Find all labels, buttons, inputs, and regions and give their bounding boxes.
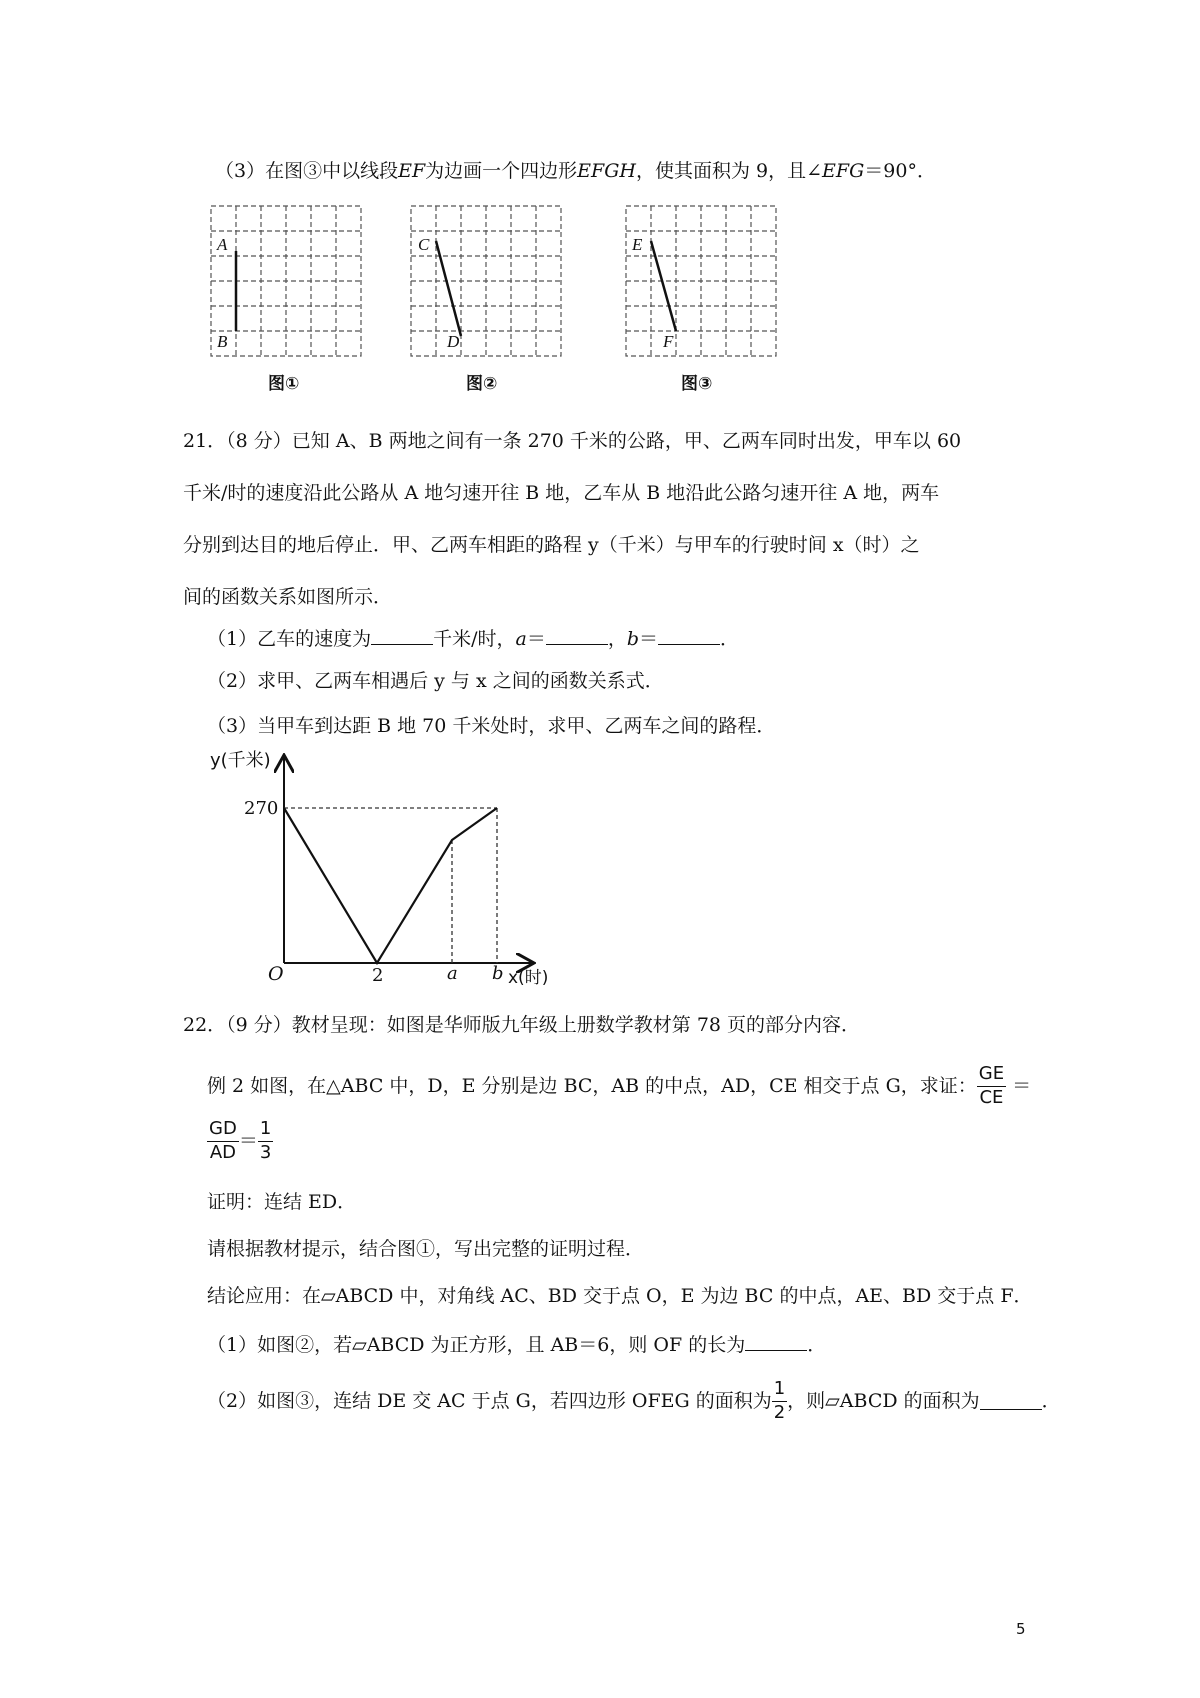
q22-part2: （2）如图③，连结 DE 交 AC 于点 G，若四边形 OFEG 的面积为 $\frac{1}{2}$ ，则▱ABCD 的面积为 ． <box>207 1378 1061 1423</box>
q22-part1: （1）如图②，若▱ABCD 为正方形，且 AB＝6，则 OF 的长为 ． <box>207 1334 827 1356</box>
grid-2-svg <box>410 205 580 361</box>
fraction-ge-ce: $\frac{GE}{CE}$ <box>978 1063 1005 1108</box>
point-b-label: B <box>217 332 228 351</box>
q22-application: 结论应用：在▱ABCD 中，对角线 AC、BD 交于点 O，E 为边 BC 的中点，AE、BD 交于点 F． <box>207 1285 1033 1307</box>
graph-svg <box>200 745 560 995</box>
fraction-one-third: $\frac{1}{3}$ <box>259 1118 272 1163</box>
answer-blank-area[interactable] <box>980 1393 1042 1410</box>
q21-line4: 间的函数关系如图所示． <box>183 586 393 608</box>
point-d-label: D <box>447 332 460 351</box>
q21-part1: （1）乙车的速度为 千米/时，a＝ ，b＝ ． <box>207 628 740 650</box>
grid-1-svg <box>210 205 380 361</box>
x-axis-label: x(时) <box>508 968 549 988</box>
fraction-gd-ad: $\frac{GD}{AD}$ <box>209 1118 237 1163</box>
grid-1-label: 图① <box>268 374 300 394</box>
q20-part3: （3）在图③中以线段EF为边画一个四边形EFGH，使其面积为 9，且∠EFG＝90°． <box>215 160 936 182</box>
point-a-label: A <box>217 235 228 254</box>
point-f-label: F <box>663 332 674 351</box>
answer-blank-speed[interactable] <box>371 628 433 645</box>
q22-example-cont: $\frac{GD}{AD}$ ＝ $\frac{1}{3}$ <box>209 1118 272 1163</box>
segment-ef <box>651 241 676 331</box>
q21-line3: 分别到达目的地后停止．甲、乙两车相距的路程 y（千米）与甲车的行驶时间 x（时）之 <box>183 534 920 556</box>
point-e-label: E <box>632 235 643 254</box>
q22-example: 例 2 如图，在△ABC 中，D，E 分别是边 BC，AB 的中点，AD，CE 相交于点 G，求证： $\frac{GE}{CE}$ ＝ <box>207 1063 1032 1108</box>
q22-proof: 证明：连结 ED． <box>207 1191 357 1213</box>
answer-blank-b[interactable] <box>658 628 720 645</box>
distance-curve <box>284 808 497 963</box>
x-tick-2: 2 <box>372 965 384 986</box>
q22-request: 请根据教材提示，结合图①，写出完整的证明过程． <box>207 1238 645 1260</box>
origin-label: O <box>268 963 284 985</box>
segment-cd <box>436 241 461 336</box>
answer-blank-a[interactable] <box>546 628 608 645</box>
q21-part3: （3）当甲车到达距 B 地 70 千米处时，求甲、乙两车之间的路程． <box>207 715 776 737</box>
grid-2-label: 图② <box>466 374 498 394</box>
fraction-one-half: $\frac{1}{2}$ <box>773 1378 786 1423</box>
q21-line2: 千米/时的速度沿此公路从 A 地匀速开往 B 地，乙车从 B 地沿此公路匀速开往 A 地，两车 <box>183 482 940 504</box>
q21-line1: 21．（8 分）已知 A、B 两地之间有一条 270 千米的公路，甲、乙两车同时出发，甲车以 60 <box>183 430 962 452</box>
grid-3-label: 图③ <box>681 374 713 394</box>
x-tick-b: b <box>492 963 504 984</box>
grid-3-svg <box>625 205 795 361</box>
y-tick-270: 270 <box>244 798 279 819</box>
q22-line1: 22．（9 分）教材呈现：如图是华师版九年级上册数学教材第 78 页的部分内容． <box>183 1014 861 1036</box>
x-tick-a: a <box>447 963 458 984</box>
y-axis-label: y(千米) <box>210 750 271 771</box>
answer-blank-of[interactable] <box>745 1334 807 1351</box>
point-c-label: C <box>418 235 430 254</box>
page-number: 5 <box>1016 1620 1026 1638</box>
q21-part2: （2）求甲、乙两车相遇后 y 与 x 之间的函数关系式． <box>207 670 664 692</box>
